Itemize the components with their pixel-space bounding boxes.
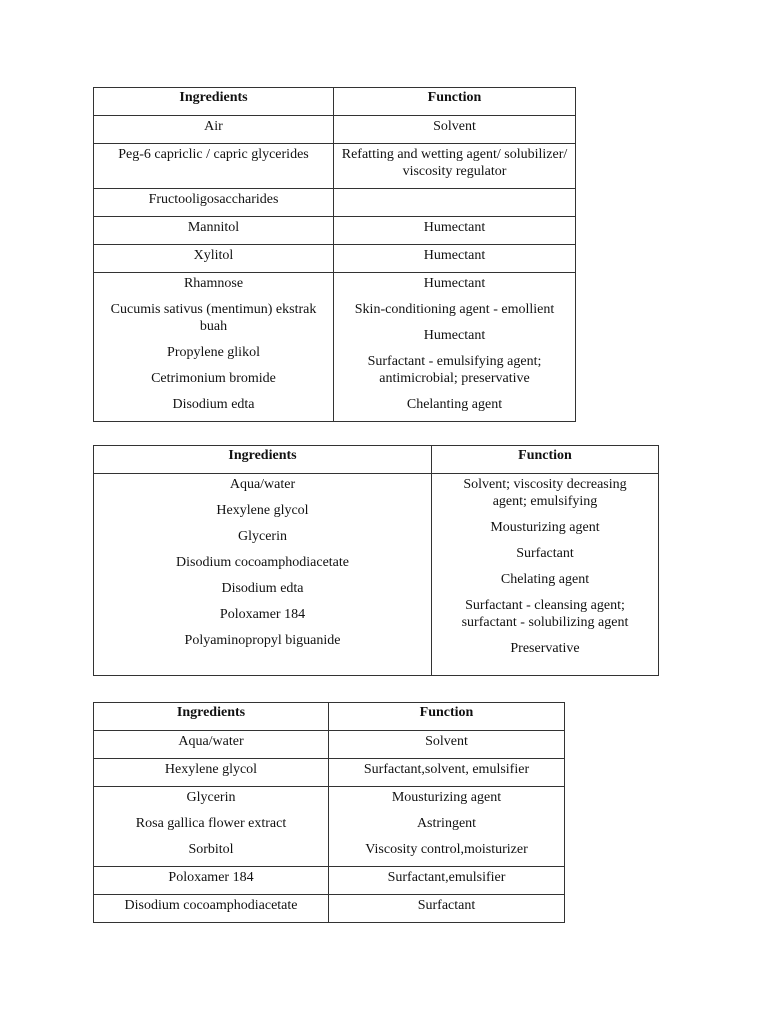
- function-cell: Solvent: [329, 731, 565, 759]
- ingredient: Disodium edta: [172, 397, 255, 412]
- table-row-group: [94, 787, 565, 867]
- ingredient-group-cell: [94, 273, 334, 422]
- table-row: [94, 867, 565, 895]
- table-row: [94, 731, 565, 759]
- ingredient-cell: Air: [94, 116, 334, 144]
- function-cell: Surfactant,solvent, emulsifier: [329, 759, 565, 787]
- ingredient-cell: Aqua/water: [94, 731, 329, 759]
- ingredient: Sorbitol: [188, 842, 234, 857]
- ingredient: Hexylene glycol: [216, 503, 309, 518]
- ingredients-table-3: [93, 702, 565, 923]
- table-row-group: [94, 273, 576, 422]
- ingredient-cell: Peg-6 capriclic / capric glycerides: [94, 144, 334, 189]
- function: Chelating agent: [500, 572, 590, 587]
- function-cell: [334, 189, 576, 217]
- function: Mousturizing agent: [490, 520, 600, 535]
- ingredient-group-cell: [94, 787, 329, 867]
- ingredient: Glycerin: [238, 529, 287, 544]
- function-cell: Surfactant,emulsifier: [329, 867, 565, 895]
- function: Surfactant - cleansing agent; surfactant - solubilizing agent: [461, 598, 629, 630]
- ingredient: Propylene glikol: [167, 345, 260, 360]
- function-group-cell: [329, 787, 565, 867]
- ingredient: Cucumis sativus (mentimun) ekstrak buah: [110, 302, 317, 334]
- function: Humectant: [423, 328, 486, 343]
- header-function: Function: [329, 703, 565, 731]
- ingredient-cell: Mannitol: [94, 217, 334, 245]
- table-row-group: [94, 474, 659, 676]
- ingredient: Disodium edta: [221, 581, 304, 596]
- function: Astringent: [416, 816, 477, 831]
- function-cell: Humectant: [334, 217, 576, 245]
- table-row: [94, 116, 576, 144]
- header-ingredients: Ingredients: [94, 703, 329, 731]
- function: Solvent; viscosity decreasing agent; emulsifying: [463, 477, 627, 509]
- function: Surfactant: [516, 546, 574, 561]
- ingredient-cell: Hexylene glycol: [94, 759, 329, 787]
- function: Preservative: [510, 641, 580, 656]
- ingredients-table-1: [93, 87, 576, 422]
- ingredient: Aqua/water: [229, 477, 296, 492]
- function-cell: Solvent: [334, 116, 576, 144]
- ingredient: Rosa gallica flower extract: [135, 816, 287, 831]
- table-row: [94, 759, 565, 787]
- function-group-cell: [432, 474, 659, 676]
- table-row: [94, 144, 576, 189]
- function-cell: Refatting and wetting agent/ solubilizer/ viscosity regulator: [334, 144, 576, 189]
- ingredient: Cetrimonium bromide: [151, 371, 276, 386]
- header-function: Function: [432, 446, 659, 474]
- table-row: [94, 217, 576, 245]
- function-cell: Humectant: [334, 245, 576, 273]
- header-ingredients: Ingredients: [94, 446, 432, 474]
- ingredient: Rhamnose: [183, 276, 244, 291]
- function: Surfactant - emulsifying agent; antimicrobial; preservative: [367, 354, 542, 386]
- ingredient-cell: Poloxamer 184: [94, 867, 329, 895]
- header-function: Function: [334, 88, 576, 116]
- ingredient-cell: Xylitol: [94, 245, 334, 273]
- ingredients-table-2: [93, 445, 659, 676]
- ingredient: Polyaminopropyl biguanide: [184, 633, 341, 648]
- function: Humectant: [423, 276, 486, 291]
- ingredient-group-cell: [94, 474, 432, 676]
- ingredient-cell: Disodium cocoamphodiacetate: [94, 895, 329, 923]
- ingredient-cell: Fructooligosaccharides: [94, 189, 334, 217]
- table-row: [94, 189, 576, 217]
- function-group-cell: [334, 273, 576, 422]
- table-row: [94, 895, 565, 923]
- header-ingredients: Ingredients: [94, 88, 334, 116]
- function: Chelanting agent: [406, 397, 503, 412]
- function-cell: Surfactant: [329, 895, 565, 923]
- table-row: [94, 245, 576, 273]
- function: Mousturizing agent: [391, 790, 502, 805]
- ingredient: Glycerin: [186, 790, 236, 805]
- function: Skin-conditioning agent - emollient: [354, 302, 555, 317]
- ingredient: Poloxamer 184: [219, 607, 306, 622]
- function: Viscosity control,moisturizer: [365, 842, 528, 857]
- ingredient: Disodium cocoamphodiacetate: [176, 555, 349, 570]
